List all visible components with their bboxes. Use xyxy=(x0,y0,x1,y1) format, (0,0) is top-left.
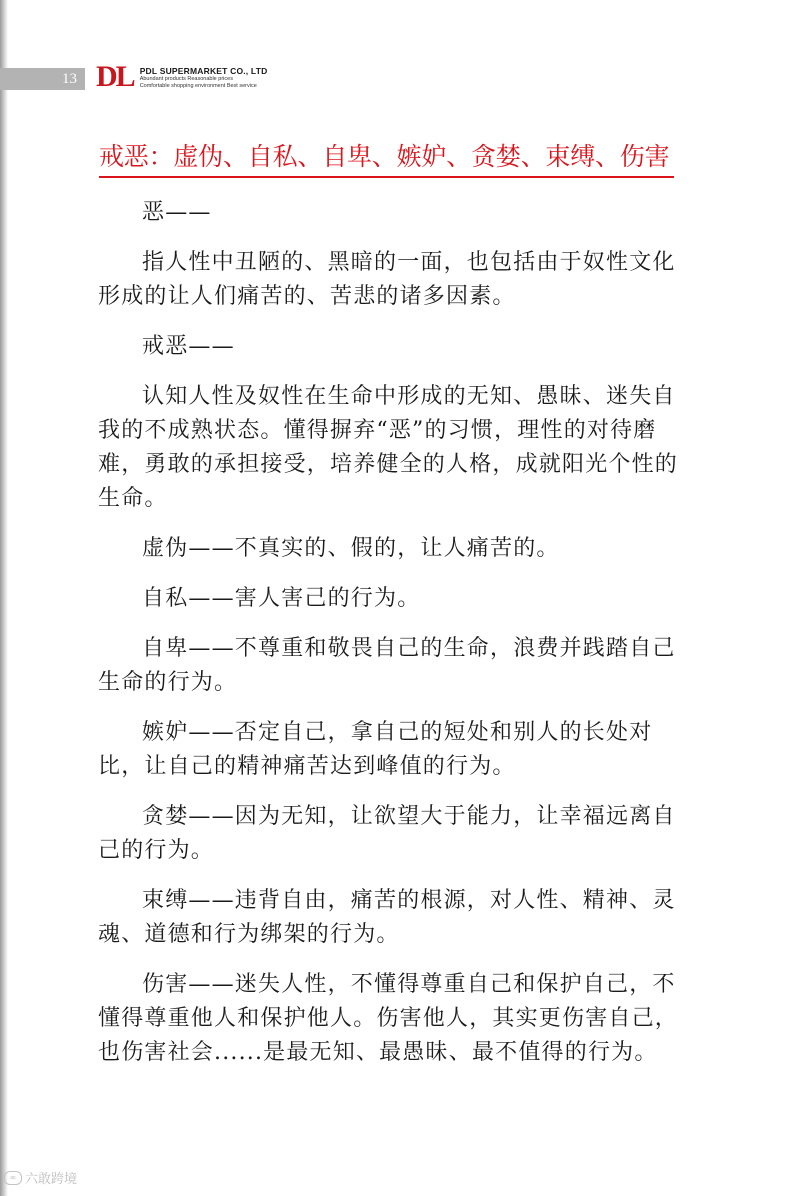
paragraph: 嫉妒——否定自己，拿自己的短处和别人的长处对比，让自己的精神痛苦达到峰值的行为。 xyxy=(98,720,653,779)
paragraph: 伤害——迷失人性，不懂得尊重自己和保护自己，不懂得尊重他人和保护他人。伤害他人，其实更伤害自己，也伤害社会......是最无知、最愚昧、最不值得的行为。 xyxy=(98,972,679,1065)
paragraph: 贪婪——因为无知，让欲望大于能力，让幸福远离自己的行为。 xyxy=(98,804,676,863)
paragraph: 虚伪——不真实的、假的，让人痛苦的。 xyxy=(142,536,560,561)
watermark xyxy=(4,1168,77,1187)
section-heading: 戒恶：虚伪、自私、自卑、嫉妒、贪婪、束缚、伤害 xyxy=(99,140,674,178)
watermark-text: 六敢跨境 xyxy=(25,1172,78,1187)
paragraph: 认知人性及奴性在生命中形成的无知、愚昧、迷失自我的不成熟状态。懂得摒弃“恶”的习惯，理性的对待磨难，勇敢的承担接受，培养健全的人格，成就阳光个性的生命。 xyxy=(98,384,679,511)
watermark-icon: ∞ xyxy=(4,1171,22,1185)
paragraph: 自卑——不尊重和敬畏自己的生命，浪费并践踏自己生命的行为。 xyxy=(98,636,676,695)
page-number: 13 xyxy=(62,71,77,87)
company-name: PDL SUPERMARKET CO., LTD xyxy=(139,66,268,76)
paragraph: 束缚——违背自由，痛苦的根源，对人性、精神、灵魂、道德和行为绑架的行为。 xyxy=(98,888,676,947)
company-tagline-2: Comfortable shopping environment Best service xyxy=(139,82,257,89)
page-number-tab xyxy=(0,68,85,90)
page-edge-shadow xyxy=(0,0,8,1196)
logo-text xyxy=(140,66,268,89)
paragraph: 自私——害人害己的行为。 xyxy=(142,586,421,611)
company-logo xyxy=(96,62,267,94)
logo-mark: DL xyxy=(96,60,134,93)
company-tagline-1: Abundant products Reasonable prices xyxy=(139,76,233,82)
paragraph: 戒恶—— xyxy=(142,334,235,359)
paragraph: 恶—— xyxy=(142,200,212,225)
body-text xyxy=(98,196,698,1086)
paragraph: 指人性中丑陋的、黑暗的一面，也包括由于奴性文化形成的让人们痛苦的、苦悲的诸多因素。 xyxy=(98,250,676,309)
